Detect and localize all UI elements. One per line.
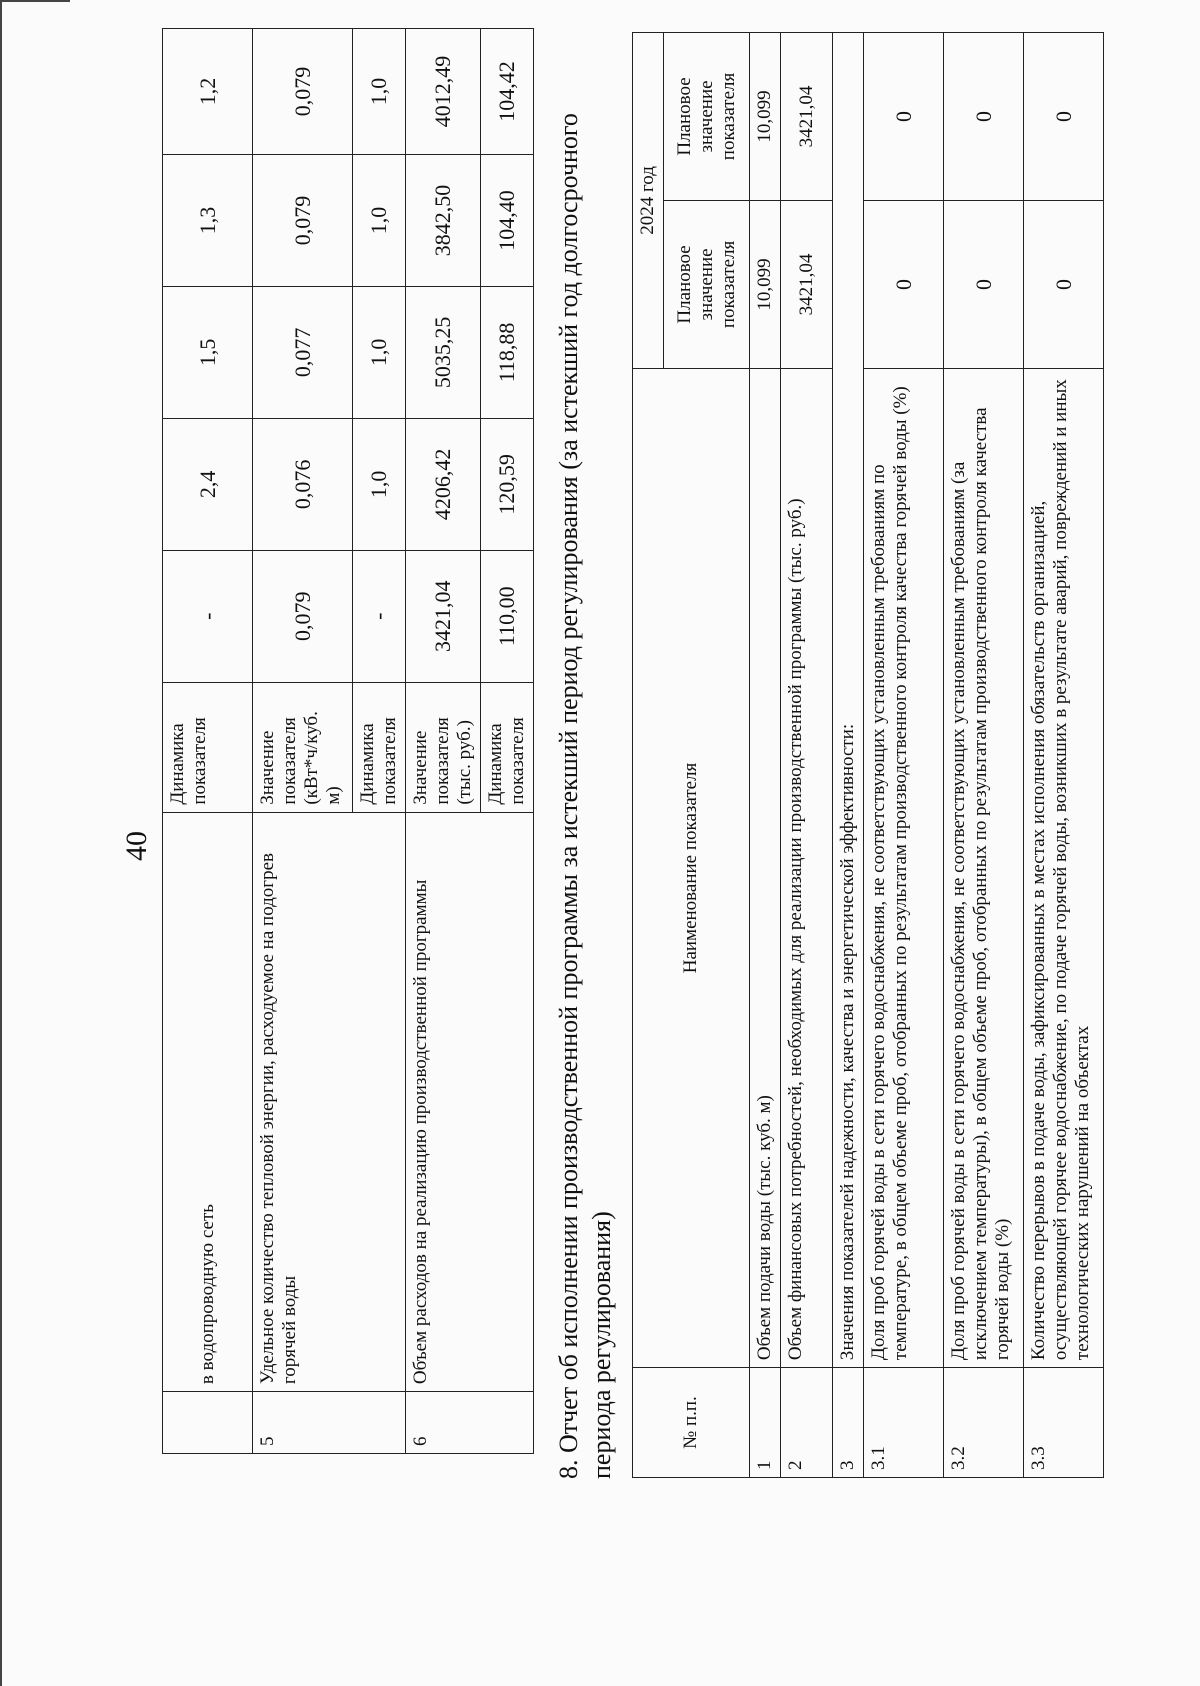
table-row [833,33,864,1478]
value-cell: 0 [1024,33,1104,201]
value-cell: 0 [864,33,944,201]
header-plan-value: Плановое значение показателя [664,33,750,201]
row-number: 3 [833,1368,864,1478]
value-cell: 0 [944,33,1024,201]
table-row [253,29,353,1454]
value-cell: 5035,25 [406,286,481,418]
row-number: 3.3 [1024,1368,1104,1478]
indicator-name: Объем финансовых потребностей, необходимых для реализации производственной программы (тыс. руб.) [781,368,833,1367]
header-name: Наименование показателя [633,368,750,1367]
indicator-unit: Значение показателя (кВт*ч/куб. м) [253,682,353,812]
value-cell: 118,88 [481,286,534,418]
value-cell: 3842,50 [406,155,481,287]
value-cell: 10,099 [750,200,781,368]
page-number: 40 [120,831,153,861]
indicator-name: Количество перерывов в подаче воды, зафиксированных в местах исполнения обязательств организацией, осуществляющей горячее водоснабжение, по подаче горячей воды, возникших в результате аварий, повреждений и иных технологических нарушений на объектах [1024,368,1104,1367]
value-cell: 10,099 [750,33,781,201]
value-cell: 1,0 [353,29,406,155]
value-cell: 110,00 [481,550,534,682]
value-cell: 1,5 [163,286,253,418]
value-cell: - [163,550,253,682]
value-cell: 4206,42 [406,418,481,550]
indicator-unit: Динамика показателя [353,682,406,812]
value-cell: 1,2 [163,29,253,155]
value-cell: 0,077 [253,286,353,418]
table-bottom [632,32,1104,1478]
value-cell: 1,0 [353,155,406,287]
value-cell: 120,59 [481,418,534,550]
row-number [163,1392,253,1454]
indicator-unit: Динамика показателя [163,682,253,812]
table-top [162,28,534,1454]
value-cell: 0 [944,200,1024,368]
value-cell: - [353,550,406,682]
header-no: № п.п. [633,1368,750,1478]
value-cell: 3421,04 [406,550,481,682]
table-row [1024,33,1104,1478]
indicator-name: в водопроводную сеть [163,812,253,1391]
value-cell: 104,40 [481,155,534,287]
indicator-unit: Динамика показателя [481,682,534,812]
value-cell: 4012,49 [406,29,481,155]
value-cell: 104,42 [481,29,534,155]
indicator-name: Значения показателей надежности, качества и энергетической эффективности: [833,33,864,1368]
indicator-name: Удельное количество тепловой энергии, расходуемое на подогрев горячей воды [253,812,406,1391]
row-number: 3.1 [864,1368,944,1478]
value-cell: 1,0 [353,418,406,550]
value-cell: 1,3 [163,155,253,287]
value-cell: 0 [1024,200,1104,368]
row-number: 1 [750,1368,781,1478]
value-cell: 0,079 [253,155,353,287]
row-number: 5 [253,1392,406,1454]
table-row [944,33,1024,1478]
value-cell: 0,079 [253,29,353,155]
indicator-unit: Значение показателя (тыс. руб.) [406,682,481,812]
value-cell: 3421,04 [781,33,833,201]
value-cell: 0 [864,200,944,368]
header-plan-value: Плановое значение показателя [664,200,750,368]
value-cell: 1,0 [353,286,406,418]
table-row [864,33,944,1478]
table-row [781,33,833,1478]
table-row [163,29,253,1454]
value-cell: 0,079 [253,550,353,682]
row-number: 2 [781,1368,833,1478]
section-title: 8. Отчет об исполнении производственной программы за истекший период регулирования (за истекший год долгосрочного периода регулирования) [554,113,616,1479]
value-cell: 2,4 [163,418,253,550]
indicator-name: Доля проб горячей воды в сети горячего водоснабжения, не соответствующих установленным требованиям по температуре, в общем объеме проб, отобранных по результатам производственного контроля качества горячей воды (%) [864,368,944,1367]
header-year: 2024 год [633,33,664,369]
table-row [750,33,781,1478]
table-row [406,29,481,1454]
value-cell: 0,076 [253,418,353,550]
table-header-row [633,33,664,1478]
indicator-name: Доля проб горячей воды в сети горячего водоснабжения, не соответствующих установленным требованиям (за исключением температуры), в общем объеме проб, отобранных по результатам производственного контроля качества горячей воды (%) [944,368,1024,1367]
indicator-name: Объем подачи воды (тыс. куб. м) [750,368,781,1367]
row-number: 3.2 [944,1368,1024,1478]
value-cell: 3421,04 [781,200,833,368]
row-number: 6 [406,1392,534,1454]
indicator-name: Объем расходов на реализацию производственной программы [406,812,534,1391]
